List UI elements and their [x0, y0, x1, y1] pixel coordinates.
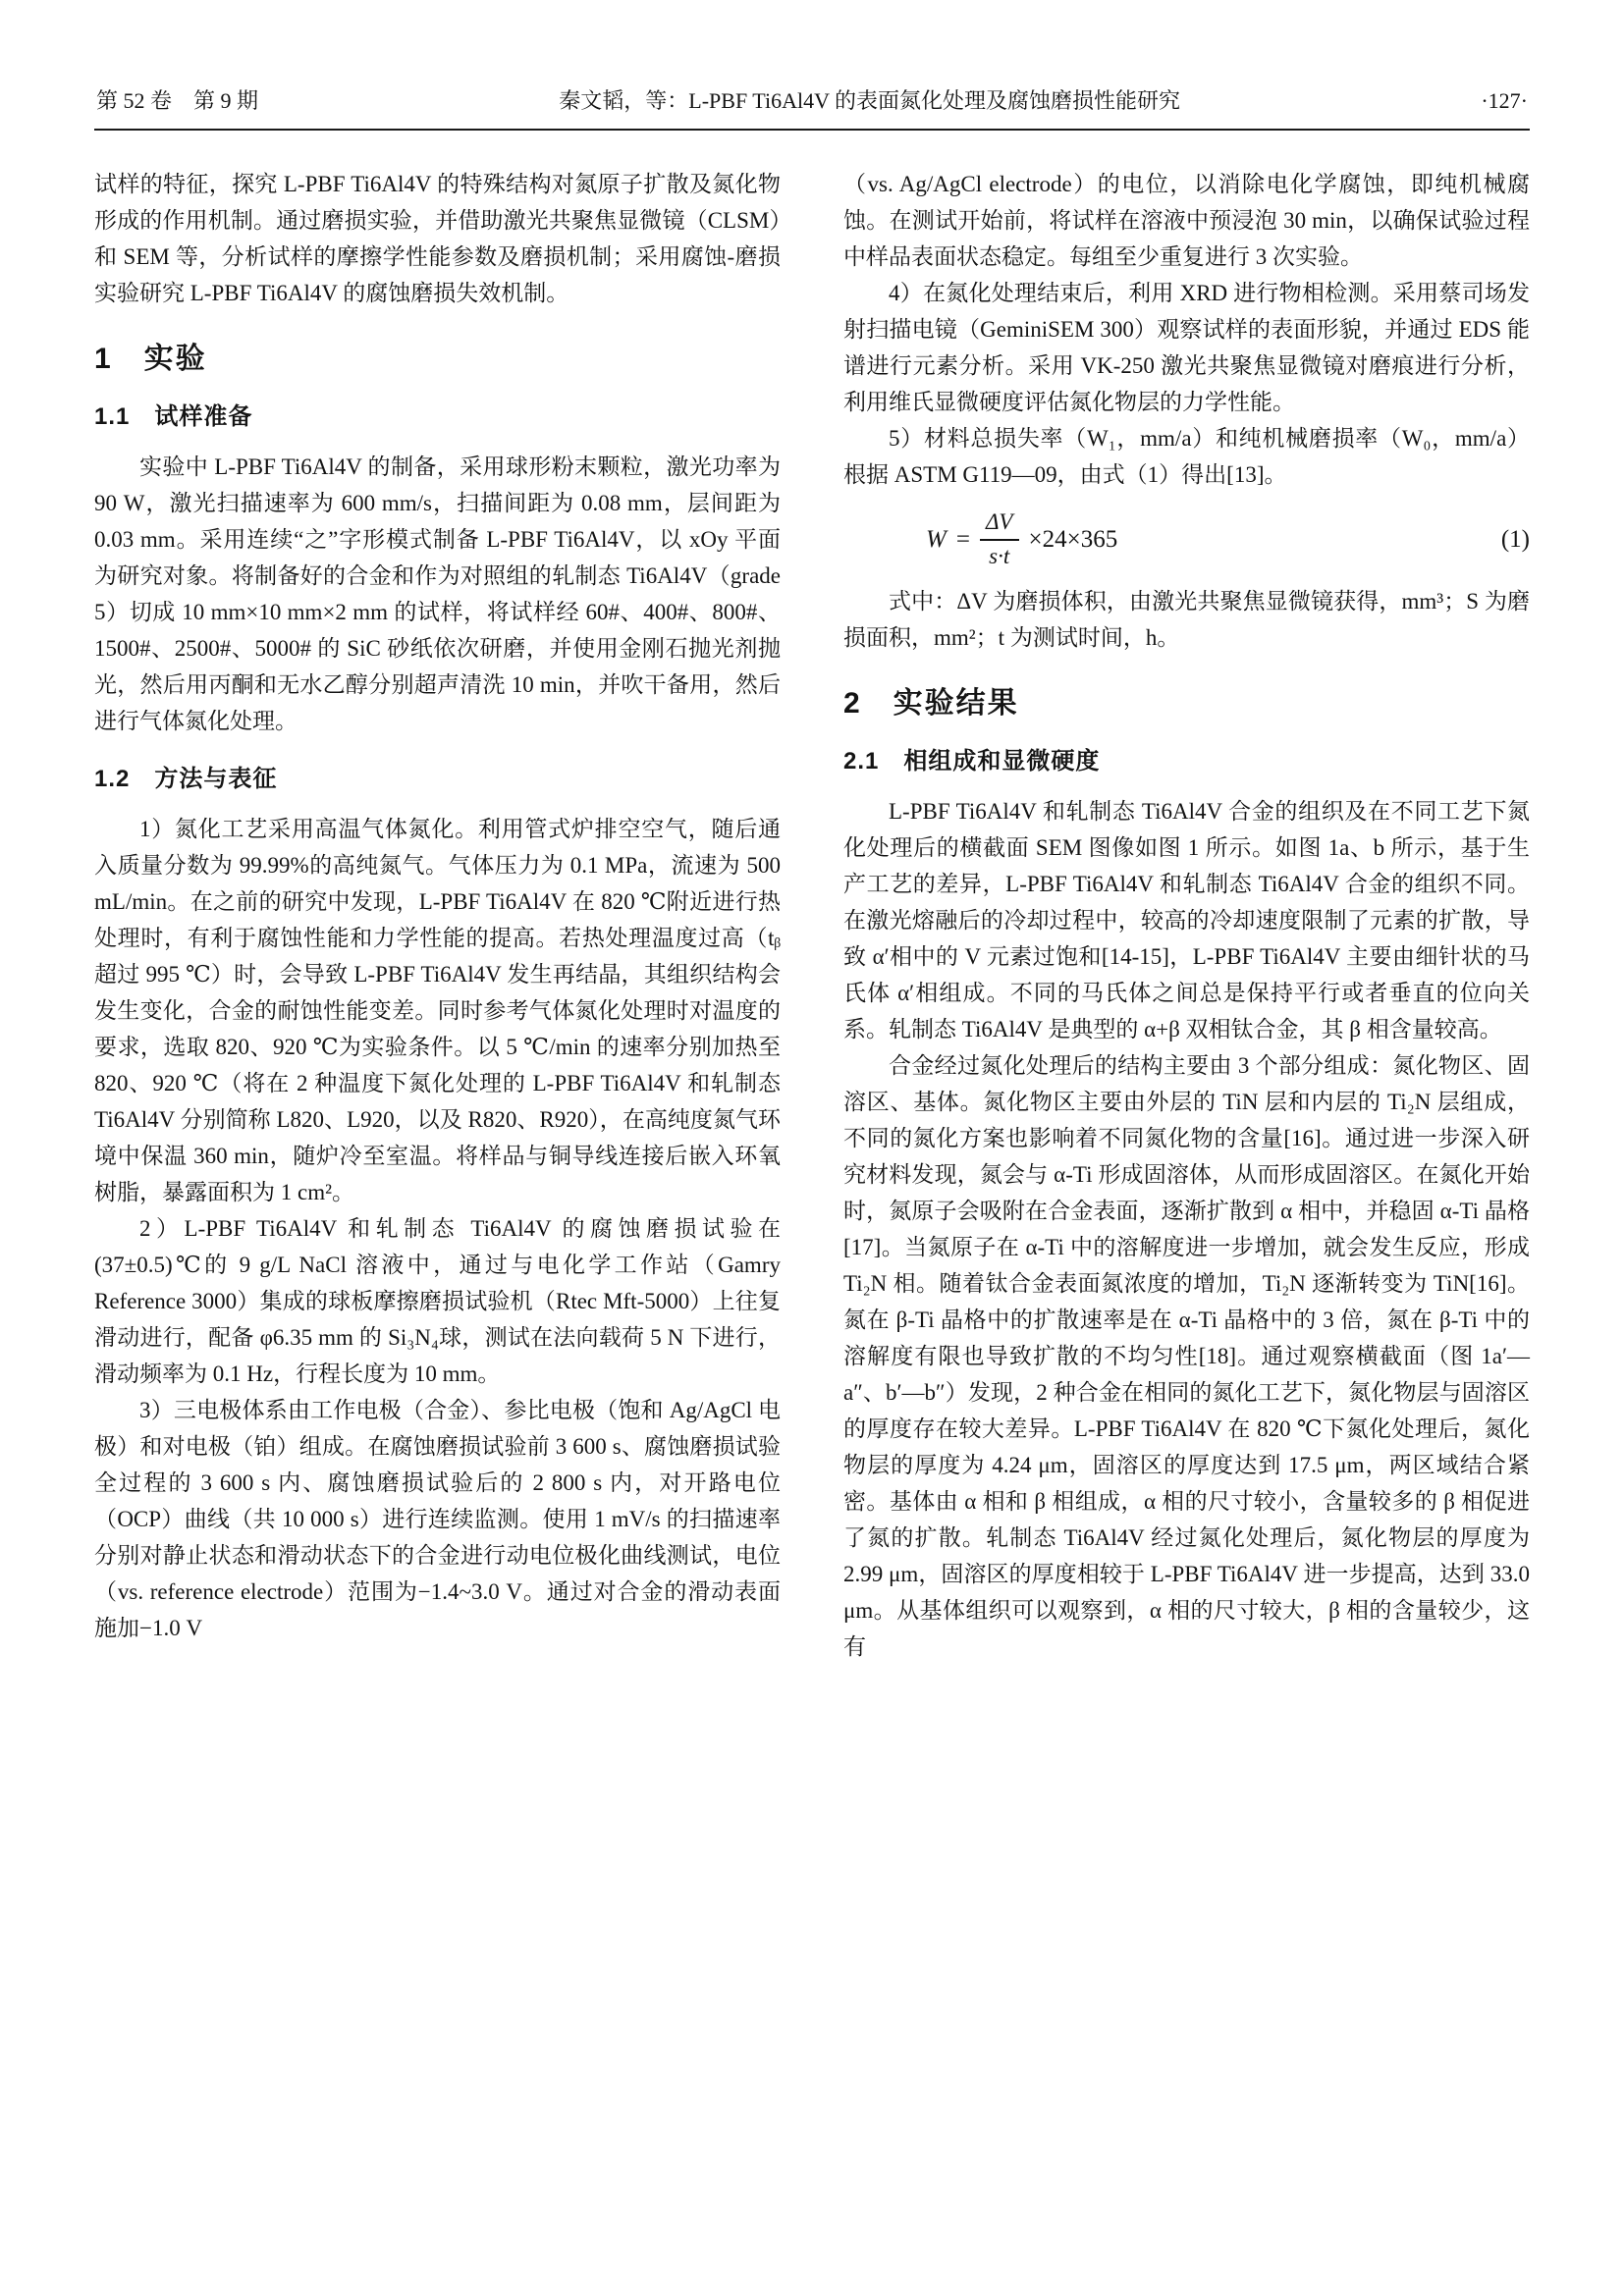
paragraph-method-1: 1）氮化工艺采用高温气体氮化。利用管式炉排空空气，随后通入质量分数为 99.99%的高纯氮气。气体压力为 0.1 MPa，流速为 500 mL/min。在之前的研究中发现，L-PBF Ti6Al4V 在 820 ℃附近进行热处理时，有利于腐蚀性能和力学性能的提高。若热处理温度过高（tᵦ 超过 995 ℃）时，会导致 L-PBF Ti6Al4V 发生再结晶，其组织结构会发生变化，合金的耐蚀性能变差。同时参考气体氮化处理时对温度的要求，选取 820、920 ℃为实验条件。以 5 ℃/min 的速率分别加热至 820、920 ℃（将在 2 种温度下氮化处理的 L-PBF Ti6Al4V 和轧制态 Ti6Al4V 分别简称 L820、L920，以及 R820、R920），在高纯度氮气环境中保温 360 min，随炉冷至室温。将样品与铜导线连接后嵌入环氧树脂，暴露面积为 1 cm²。	[94, 817, 781, 1204]
paragraph-method-2: 2）L-PBF Ti6Al4V 和轧制态 Ti6Al4V 的腐蚀磨损试验在(37±0.5)℃的 9 g/L NaCl 溶液中，通过与电化学工作站（Gamry Reference 3000）集成的球板摩擦磨损试验机（Rtec Mft-5000）上往复滑动进行，配备 φ6.35 mm 的 Si₃N₄球，测试在法向载荷 5 N 下进行，滑动频率为 0.1 Hz，行程长度为 10 mm。	[94, 1216, 781, 1386]
paragraph-continuation: （vs. Ag/AgCl electrode）的电位，以消除电化学腐蚀，即纯机械腐蚀。在测试开始前，将试样在溶液中预浸泡 30 min，以确保试验过程中样品表面状态稳定。每组至少重复进行 3 次实验。	[843, 172, 1530, 269]
section-1-heading: 1 实验	[94, 343, 207, 375]
section-2-1-heading: 2.1 相组成和显微硬度	[843, 747, 1101, 774]
paragraph-results-2: 合金经过氮化处理后的结构主要由 3 个部分组成：氮化物区、固溶区、基体。氮化物区主要由外层的 TiN 层和内层的 Ti₂N 层组成，不同的氮化方案也影响着不同氮化物的含量[16]。通过进一步深入研究材料发现，氮会与 α-Ti 形成固溶体，从而形成固溶区。在氮化开始时，氮原子会吸附在合金表面，逐渐扩散到 α 相中，并稳固 α-Ti 晶格[17]。当氮原子在 α-Ti 中的溶解度进一步增加，就会发生反应，形成 Ti₂N 相。随着钛合金表面氮浓度的增加，Ti₂N 逐渐转变为 TiN[16]。氮在 β-Ti 晶格中的扩散速率是在 α-Ti 晶格中的 3 倍，氮在 β-Ti 中的溶解度有限也导致扩散的不均匀性[18]。通过观察横截面（图 1a′—a″、b′—b″）发现，2 种合金在相同的氮化工艺下，氮化物层与固溶区的厚度存在较大差异。L-PBF Ti6Al4V 在 820 ℃下氮化处理后，氮化物层的厚度为 4.24 μm，固溶区的厚度达到 17.5 μm，两区域结合紧密。基体由 α 相和 β 相组成，α 相的尺寸较小，含量较多的 β 相促进了氮的扩散。轧制态 Ti6Al4V 经过氮化处理后，氮化物层的厚度为 2.99 μm，固溶区的厚度相较于 L-PBF Ti6Al4V 进一步提高，达到 33.0 μm。从基体组织可以观察到，α 相的尺寸较大，β 相的含量较少，这有	[843, 1052, 1530, 1659]
section-1-1-heading: 1.1 试样准备	[94, 403, 253, 430]
paragraph-results-1: L-PBF Ti6Al4V 和轧制态 Ti6Al4V 合金的组织及在不同工艺下氮化处理后的横截面 SEM 图像如图 1 所示。如图 1a、b 所示，基于生产工艺的差异，L-PBF Ti6Al4V 和轧制态 Ti6Al4V 合金的组织不同。在激光熔融后的冷却过程中，较高的冷却速度限制了元素的扩散，导致 α′相中的 V 元素过饱和[14-15]，L-PBF Ti6Al4V 主要由细针状的马氏体 α′相组成。不同的马氏体之间总是保持平行或者垂直的位向关系。轧制态 Ti6Al4V 是典型的 α+β 双相钛合金，其 β 相含量较高。	[843, 798, 1530, 1041]
equation-denominator: s·t	[989, 543, 1010, 568]
paragraph-continuation: 试样的特征，探究 L-PBF Ti6Al4V 的特殊结构对氮原子扩散及氮化物形成的作用机制。通过磨损实验，并借助激光共聚焦显微镜（CLSM）和 SEM 等，分析试样的摩擦学性能参数及磨损机制；采用腐蚀-磨损实验研究 L-PBF Ti6Al4V 的腐蚀磨损失效机制。	[94, 172, 781, 305]
equation-multiplier: ×24×365	[1028, 526, 1118, 554]
right-column	[843, 166, 1530, 1665]
page-header	[94, 84, 1530, 131]
left-column	[94, 166, 781, 1665]
paragraph-method-4: 4）在氮化处理结束后，利用 XRD 进行物相检测。采用蔡司场发射扫描电镜（GeminiSEM 300）观察试样的表面形貌，并通过 EDS 能谱进行元素分析。采用 VK-250 激光共聚焦显微镜对磨痕进行分析，利用维氏显微硬度评估氮化物层的力学性能。	[843, 281, 1530, 414]
equation-equals: =	[955, 526, 970, 554]
two-column-body	[94, 166, 1530, 1665]
section-1-2-heading: 1.2 方法与表征	[94, 766, 278, 792]
equation-fraction	[980, 508, 1019, 571]
paragraph-method-3: 3）三电极体系由工作电极（合金）、参比电极（饱和 Ag/AgCl 电极）和对电极（铂）组成。在腐蚀磨损试验前 3 600 s、腐蚀磨损试验全过程的 3 600 s 内、腐蚀磨损试验后的 2 800 s 内，对开路电位（OCP）曲线（共 10 000 s）进行连续监测。使用 1 mV/s 的扫描速率分别对静止状态和滑动状态下的合金进行动电位极化曲线测试，电位（vs. reference electrode）范围为−1.4~3.0 V。通过对合金的滑动表面施加−1.0 V	[94, 1398, 781, 1640]
equation-numerator: ΔV	[980, 508, 1019, 541]
equation-lhs: W	[926, 526, 947, 554]
running-title: 秦文韬，等：L-PBF Ti6Al4V 的表面氮化处理及腐蚀磨损性能研究	[559, 88, 1181, 113]
page-number: ·127·	[1481, 88, 1528, 113]
paragraph-equation-note: 式中：ΔV 为磨损体积，由激光共聚焦显微镜获得，mm³；S 为磨损面积，mm²；t 为测试时间，h。	[843, 588, 1530, 650]
journal-issue: 第 52 卷 第 9 期	[96, 88, 259, 113]
paragraph-sample-preparation: 实验中 L-PBF Ti6Al4V 的制备，采用球形粉末颗粒，激光功率为 90 W，激光扫描速率为 600 mm/s，扫描间距为 0.08 mm，层间距为 0.03 mm。采用连续“之”字形模式制备 L-PBF Ti6Al4V，以 xOy 平面为研究对象。将制备好的合金和作为对照组的轧制态 Ti6Al4V（grade 5）切成 10 mm×10 mm×2 mm 的试样，将试样经 60#、400#、800#、1500#、2500#、5000# 的 SiC 砂纸依次研磨，并使用金刚石抛光剂抛光，然后用丙酮和无水乙醇分别超声清洗 10 min，并吹干备用，然后进行气体氮化处理。	[94, 454, 781, 733]
section-2-heading: 2 实验结果	[843, 686, 1019, 720]
equation-1	[843, 508, 1530, 571]
paragraph-method-5: 5）材料总损失率（W₁，mm/a）和纯机械磨损率（W₀，mm/a）根据 ASTM G119—09，由式（1）得出[13]。	[843, 426, 1530, 487]
equation-number: (1)	[1500, 526, 1530, 554]
